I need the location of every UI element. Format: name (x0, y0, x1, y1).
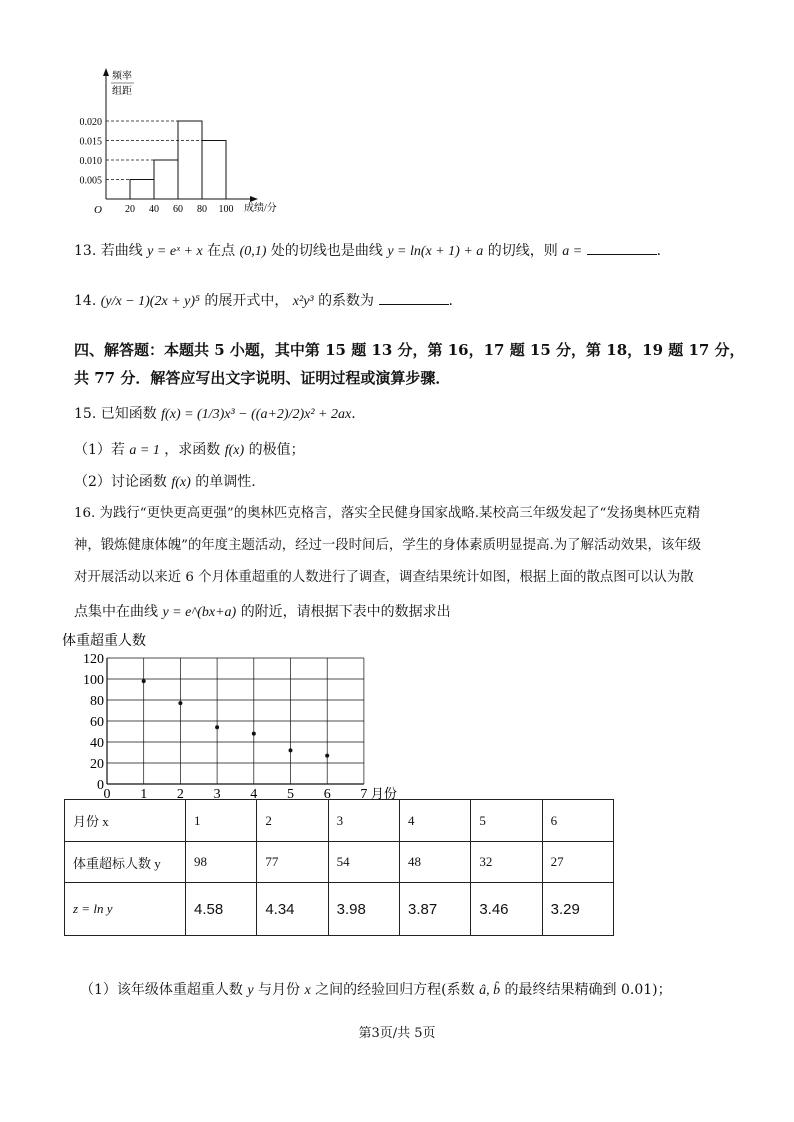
q14-text-1: 的展开式中， (204, 293, 289, 309)
x-tick-label: 3 (213, 787, 221, 802)
table-cell: 54 (328, 842, 399, 883)
q13-answer-var: a = (562, 244, 583, 259)
q16-line-1: 16. 为践行“更快更高更强”的奥林匹克格言，落实全民健身国家战略.某校高三年级发起了“发扬奥林匹克精 (74, 506, 701, 521)
q16-p1-a: （1）该年级体重超重人数 (80, 982, 243, 998)
x-tick-label: 80 (197, 204, 207, 215)
histogram-chart (68, 66, 298, 220)
scatter-point (289, 748, 293, 752)
q16-p1-c: 之间的经验回归方程(系数 (315, 982, 475, 998)
question-15 (74, 404, 356, 425)
q15-text: 已知函数 (100, 406, 157, 422)
scatter-point (178, 701, 182, 705)
histogram-bar (154, 160, 178, 199)
scatter-point (325, 754, 329, 758)
q13-text-1: 若曲线 (100, 243, 143, 259)
section4-line-1: 四、解答题：本题共 5 小题，其中第 15 题 13 分，第 16，17 题 15 分，第 18，19 题 17 分， (74, 341, 745, 359)
q15-part-2 (74, 472, 256, 493)
q14-expression: (y/x − 1)(2x + y)⁵ (100, 294, 200, 309)
y-label-top: 频率 (112, 71, 132, 82)
histogram-bar (178, 121, 202, 199)
q14-term: x²y³ (292, 294, 314, 309)
scatter-point (142, 679, 146, 683)
table-cell: 4 (399, 800, 470, 842)
q15-p2-a: （2）讨论函数 (74, 474, 167, 490)
q15-number: 15. (74, 406, 97, 422)
q15-p2-b: 的单调性. (195, 474, 256, 490)
q13-curve-2: y = ln(x + 1) + a (387, 244, 484, 259)
table-cell: 4.34 (257, 883, 328, 936)
table-cell: 3.29 (542, 883, 613, 936)
q15-p1-a: （1）若 (74, 442, 125, 458)
origin-label: O (94, 204, 102, 216)
table-cell: 98 (186, 842, 257, 883)
y-axis-arrow (103, 68, 109, 76)
q16-line-2: 神，锻炼健康体魄”的年度主题活动，经过一段时间后，学生的身体素质明显提高.为了解活动效果，该年级 (74, 538, 702, 553)
q15-p2-func: f(x) (171, 475, 191, 490)
table-cell: 48 (399, 842, 470, 883)
q16-p1-precision: 0.01 (621, 982, 653, 998)
table-row (65, 883, 614, 936)
table-cell: 27 (542, 842, 613, 883)
y-tick-label: 0 (97, 778, 104, 793)
table-cell: 77 (257, 842, 328, 883)
q14-end: . (448, 293, 453, 309)
q16-line-4 (74, 602, 451, 623)
q13-curve-1: y = eˣ + x (147, 244, 203, 259)
x-tick-label: 0 (103, 787, 111, 802)
scatter-title: 体重超重人数 (62, 634, 146, 649)
table-row-label: 体重超标人数 y (65, 842, 186, 883)
table-cell: 2 (257, 800, 328, 842)
q15-formula: f(x) = (1/3)x³ − ((a+2)/2)x² + 2ax (161, 407, 352, 422)
y-tick-label: 40 (90, 736, 104, 751)
scatter-point (215, 725, 219, 729)
table-cell: 6 (542, 800, 613, 842)
y-tick-label: 80 (90, 694, 104, 709)
y-tick-label: 0.005 (79, 175, 102, 187)
q13-text-2: 在点 (207, 243, 236, 259)
section4-line-2: 共 77 分．解答应写出文字说明、证明过程或演算步骤． (74, 369, 451, 387)
table-row (65, 842, 614, 883)
q16-line-4-a: 点集中在曲线 (74, 604, 158, 620)
table-cell: 4.58 (186, 883, 257, 936)
table-row-label: 月份 x (65, 800, 186, 842)
q16-p1-coeffs: â, b̂ (479, 983, 501, 998)
q16-line-4-b: 的附近，请根据下表中的数据求出 (240, 604, 451, 620)
histogram-bar (130, 180, 154, 200)
x-tick-label: 20 (125, 204, 135, 215)
table-cell: 5 (471, 800, 542, 842)
y-label-bottom: 组距 (112, 86, 132, 97)
q16-p1-d: 的最终结果精确到 (504, 982, 617, 998)
x-tick-label: 4 (250, 787, 258, 802)
x-tick-label: 40 (149, 204, 159, 215)
table-cell: 3.87 (399, 883, 470, 936)
q16-curve: y = e^(bx+a) (162, 605, 237, 620)
q13-text-3: 处的切线也是曲线 (270, 243, 383, 259)
data-table (64, 799, 614, 936)
q13-answer-blank[interactable] (587, 240, 657, 255)
x-tick-label: 6 (323, 787, 331, 802)
q16-p1-y: y (247, 983, 254, 998)
q15-p1-c: 的极值； (248, 442, 305, 458)
y-tick-label: 20 (90, 757, 104, 772)
q13-end: . (656, 243, 662, 259)
q13-point: (0,1) (239, 244, 267, 259)
question-14 (74, 290, 453, 312)
x-axis-label: 成绩/分 (244, 203, 277, 214)
x-axis-arrow (250, 196, 258, 202)
question-13 (74, 240, 661, 262)
y-tick-label: 100 (83, 673, 104, 688)
q15-p1-b: ，求函数 (164, 442, 221, 458)
table-cell: 3.46 (471, 883, 542, 936)
y-tick-label: 0.010 (79, 156, 102, 167)
x-tick-label: 1 (140, 787, 148, 802)
q16-p1-e: )； (652, 982, 672, 998)
q13-number: 13. (74, 243, 97, 259)
scatter-chart (62, 630, 422, 802)
table-cell: 32 (471, 842, 542, 883)
y-tick-label: 0.015 (79, 136, 102, 148)
table-row-label: z = ln y (65, 883, 186, 936)
q13-text-4: 的切线，则 (487, 243, 558, 259)
page-footer: 第3页/共 5页 (358, 1026, 436, 1041)
x-tick-label: 7 (360, 787, 368, 802)
q15-p1-func: f(x) (224, 443, 245, 458)
x-tick-label: 5 (287, 787, 294, 802)
x-tick-label: 100 (218, 204, 234, 215)
table-row (65, 800, 614, 842)
histogram-bar (202, 141, 226, 200)
q15-end: . (351, 406, 356, 422)
y-tick-label: 0.020 (79, 117, 102, 128)
x-axis-label: 月份 (370, 786, 397, 801)
scatter-point (252, 732, 256, 736)
q15-part-1 (74, 440, 305, 461)
q16-line-3: 对开展活动以来近 6 个月体重超重的人数进行了调查，调查结果统计如图，根据上面的散点图可以认为散 (74, 570, 694, 585)
q16-part-1 (80, 980, 672, 1001)
x-tick-label: 60 (173, 204, 183, 215)
table-cell: 3.98 (328, 883, 399, 936)
table-cell: 1 (186, 800, 257, 842)
y-tick-label: 120 (83, 652, 104, 667)
y-tick-label: 60 (90, 715, 104, 730)
q16-p1-x: x (304, 983, 311, 998)
x-tick-label: 2 (176, 787, 184, 802)
q16-p1-b: 与月份 (258, 982, 301, 998)
q14-text-2: 的系数为 (318, 293, 375, 309)
table-cell: 3 (328, 800, 399, 842)
q15-p1-cond: a = 1 (129, 443, 160, 458)
q14-answer-blank[interactable] (379, 290, 449, 305)
q14-number: 14. (74, 293, 97, 309)
